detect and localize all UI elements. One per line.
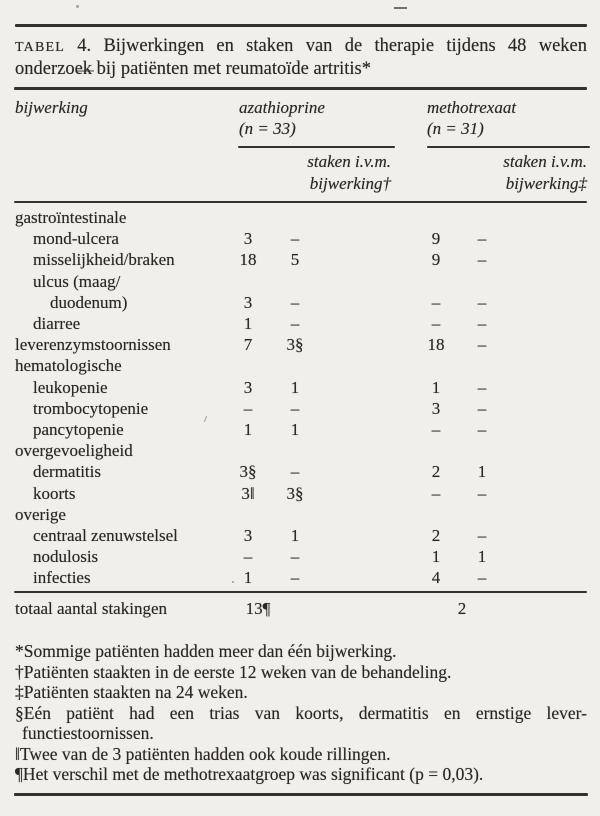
cell-azathioprine-n: 1 (243, 314, 253, 333)
table-row (0, 292, 600, 313)
group-name-methotrexaat: methotrexaat (427, 98, 517, 117)
row-label: overige (15, 504, 66, 524)
table-row (0, 207, 600, 228)
table-caption-line2: onderzoek bij patiënten met reumatoïde artritis* (15, 59, 371, 79)
cell-azathioprine-staken: – (290, 292, 300, 312)
cell-azathioprine-staken: – (290, 398, 300, 418)
row-label: infecties (33, 568, 91, 588)
footnote-line: ‡Patiënten staakten na 24 weken. (15, 682, 248, 702)
cell-methotrexaat-staken: – (477, 292, 487, 312)
footnote-line: functiestoornissen. (22, 723, 154, 743)
subheader-line2: bijwerking‡ (505, 173, 587, 193)
cell-azathioprine-n: 3‖ (241, 483, 255, 503)
cell-azathioprine-n: – (243, 547, 253, 567)
footnote-line: †Patiënten staakten in de eerste 12 weken van de behandeling. (15, 661, 452, 682)
table-row (0, 525, 600, 546)
cell-azathioprine-n: 18 (239, 250, 257, 270)
cell-azathioprine-n: 1 (243, 568, 253, 588)
table-row (0, 546, 600, 567)
total-row (0, 598, 600, 620)
total-label: totaal aantal stakingen (15, 599, 167, 618)
cell-methotrexaat-staken: – (477, 420, 487, 439)
cell-azathioprine-staken: – (290, 229, 300, 249)
row-label: leverenzymstoornissen (15, 335, 171, 355)
table-row (0, 249, 600, 270)
cell-methotrexaat-staken: – (477, 526, 487, 545)
row-label: trombocytopenie (33, 398, 149, 418)
cell-methotrexaat-n: 2 (431, 526, 441, 545)
table-row (0, 313, 600, 334)
row-label: overgevoeligheid (15, 441, 133, 461)
cell-azathioprine-staken: 1 (290, 526, 300, 545)
row-label: duodenum) (50, 292, 128, 312)
cell-methotrexaat-n: – (431, 292, 441, 312)
row-label: hematologische (15, 356, 122, 376)
table-row (0, 228, 600, 249)
table-row (0, 440, 600, 461)
cell-azathioprine-n: 7 (243, 335, 253, 355)
footnote-line: §Eén patiënt had een trias van koorts, dermatitis en ernstige lever- (15, 702, 587, 723)
row-label: nodulosis (33, 547, 99, 567)
cell-azathioprine-staken: 1 (290, 420, 300, 439)
cell-methotrexaat-n: 9 (431, 229, 441, 249)
cell-azathioprine-n: – (243, 398, 253, 418)
cell-azathioprine-n: 3 (243, 377, 253, 397)
row-label: ulcus (maag/ (33, 271, 121, 291)
table-row (0, 377, 600, 398)
cell-methotrexaat-staken: – (477, 377, 487, 397)
cell-methotrexaat-n: 2 (431, 462, 441, 482)
subheader-line2: bijwerking† (309, 173, 391, 193)
table-caption-text: 4. Bijwerkingen en staken van de therapie tijdens 48 weken (77, 36, 587, 56)
table-row (0, 271, 600, 292)
table-row (0, 567, 600, 588)
cell-methotrexaat-n: – (431, 483, 441, 503)
table-row (0, 398, 600, 419)
cell-azathioprine-staken: – (290, 547, 300, 567)
cell-methotrexaat-staken: – (477, 398, 487, 418)
cell-azathioprine-staken: 3§ (286, 483, 304, 503)
table-row (0, 355, 600, 376)
table-row (0, 419, 600, 440)
row-label: mond-ulcera (33, 229, 119, 249)
row-label: dermatitis (33, 462, 101, 482)
cell-azathioprine-staken: – (290, 462, 300, 482)
cell-methotrexaat-staken: – (477, 314, 487, 333)
group-n-azathioprine: (n = 33) (239, 119, 296, 138)
table-caption-label: TABEL (15, 40, 65, 55)
cell-methotrexaat-n: 1 (431, 547, 441, 567)
cell-methotrexaat-staken: – (477, 483, 487, 503)
row-label: centraal zenuwstelsel (33, 526, 178, 545)
row-label: gastroïntestinale (15, 208, 127, 227)
cell-methotrexaat-staken: 1 (477, 547, 487, 567)
cell-methotrexaat-n: 4 (431, 568, 441, 588)
subheader-line1: staken i.v.m. (307, 152, 391, 171)
cell-methotrexaat-n: 9 (431, 250, 441, 270)
footnote-line: ¶Het verschil met de methotrexaatgroep was significant (p = 0,03). (15, 764, 484, 784)
cell-methotrexaat-n: 18 (427, 335, 445, 355)
total-methotrexaat: 2 (457, 599, 467, 618)
row-label: diarree (33, 314, 81, 333)
cell-methotrexaat-n: – (431, 314, 441, 333)
footnote-line: ‖Twee van de 3 patiënten hadden ook koude rillingen. (15, 743, 391, 764)
table-row (0, 334, 600, 355)
cell-methotrexaat-n: 3 (431, 398, 441, 418)
table-row (0, 461, 600, 482)
cell-methotrexaat-staken: 1 (477, 462, 487, 482)
row-label: leukopenie (33, 377, 108, 397)
footnote-line: *Sommige patiënten hadden meer dan één bijwerking. (15, 641, 397, 661)
cell-methotrexaat-staken: – (477, 250, 487, 270)
cell-methotrexaat-staken: – (477, 229, 487, 249)
cell-azathioprine-staken: 1 (290, 377, 300, 397)
column-header-bijwerking: bijwerking (15, 98, 88, 117)
cell-methotrexaat-n: – (431, 420, 441, 439)
cell-azathioprine-staken: – (290, 314, 300, 333)
cell-methotrexaat-n: 1 (431, 377, 441, 397)
cell-azathioprine-staken: – (290, 568, 300, 588)
row-label: koorts (33, 483, 76, 503)
row-label: misselijkheid/braken (33, 250, 175, 270)
cell-azathioprine-n: 3§ (239, 462, 257, 482)
group-n-methotrexaat: (n = 31) (427, 119, 484, 138)
cell-azathioprine-staken: 3§ (286, 335, 304, 355)
table-row (0, 483, 600, 504)
cell-azathioprine-n: 3 (243, 292, 253, 312)
subheader-line1: staken i.v.m. (503, 152, 587, 171)
cell-azathioprine-staken: 5 (290, 250, 300, 270)
row-label: pancytopenie (33, 420, 124, 439)
group-name-azathioprine: azathioprine (239, 98, 325, 117)
cell-azathioprine-n: 3 (243, 229, 253, 249)
cell-azathioprine-n: 3 (243, 526, 253, 545)
cell-azathioprine-n: 1 (243, 420, 253, 439)
table-row (0, 504, 600, 525)
cell-methotrexaat-staken: – (477, 335, 487, 355)
cell-methotrexaat-staken: – (477, 568, 487, 588)
total-azathioprine: 13¶ (245, 599, 271, 618)
